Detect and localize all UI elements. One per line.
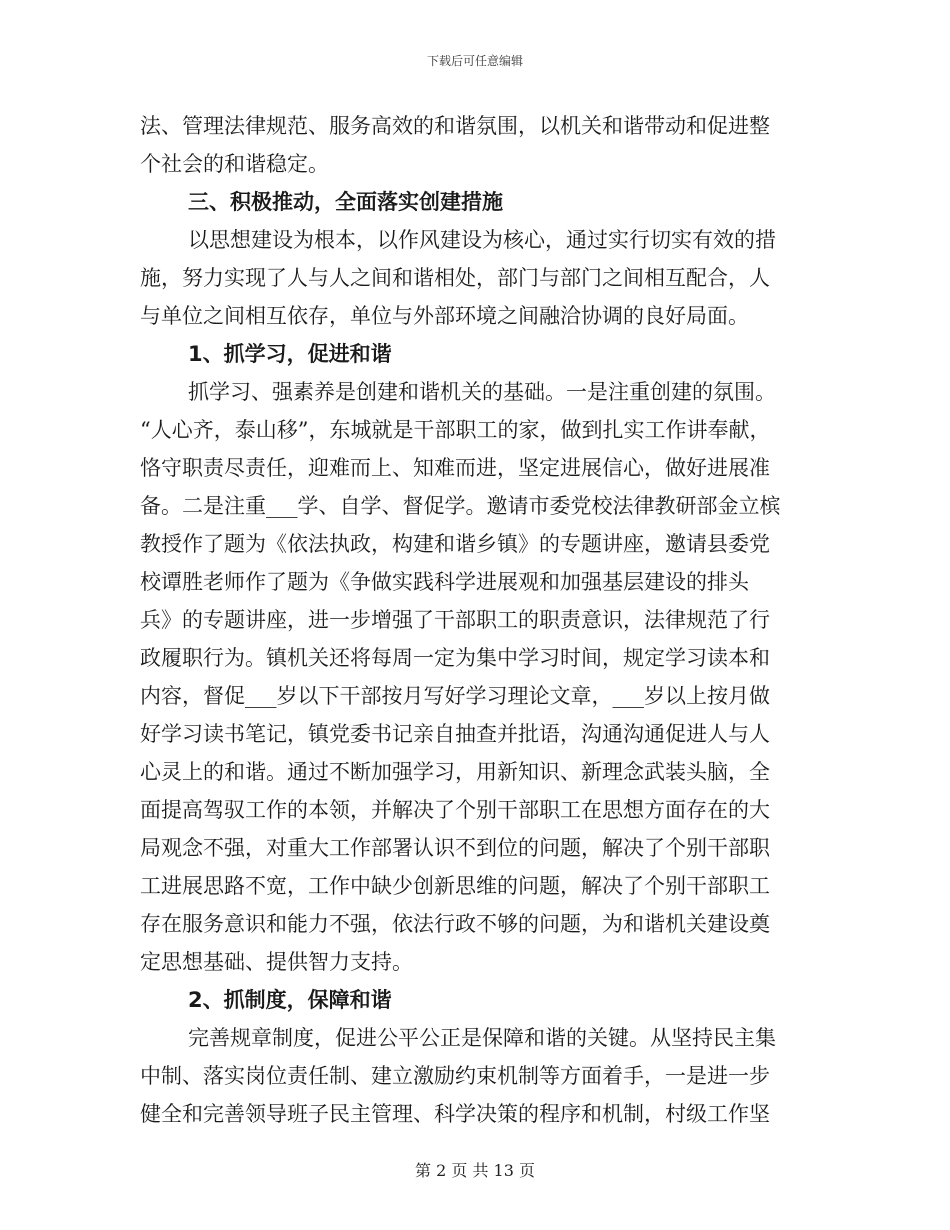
text-line: 内容，督促___岁以下干部按月写好学习理论文章，___岁以上按月做 (140, 684, 770, 708)
text-line: 校谭胜老师作了题为《争做实践科学进展观和加强基层建设的排头 (140, 570, 749, 594)
text-line: 个社会的和谐稳定。 (140, 152, 329, 176)
page-header-note: 下载后可任意编辑 (426, 54, 523, 68)
text-line: 政履职行为。镇机关还将每周一定为集中学习时间，规定学习读本和 (140, 646, 770, 670)
subsection-heading: 2、抓制度，保障和谐 (188, 988, 392, 1012)
text-line: 施，努力实现了人与人之间和谐相处，部门与部门之间相互配合，人 (140, 266, 770, 290)
page-number-footer: 第 2 页 共 13 页 (415, 1161, 535, 1180)
paragraph-first-line: 抓学习、强素养是创建和谐机关的基础。一是注重创建的氛围。 (188, 380, 776, 404)
text-line: 存在服务意识和能力不强，依法行政不够的问题，为和谐机关建设奠 (140, 912, 770, 936)
text-line: 教授作了题为《依法执政，构建和谐乡镇》的专题讲座，邀请县委党 (140, 532, 770, 556)
document-body (140, 107, 812, 1133)
text-line: 面提高驾驭工作的本领，并解决了个别干部职工在思想方面存在的大 (140, 798, 770, 822)
text-line: 与单位之间相互依存，单位与外部环境之间融洽协调的良好局面。 (140, 304, 749, 328)
text-line: 中制、落实岗位责任制、建立激励约束机制等方面着手，一是进一步 (140, 1064, 770, 1088)
text-line: 局观念不强，对重大工作部署认识不到位的问题，解决了个别干部职 (140, 836, 770, 860)
subsection-heading: 1、抓学习，促进和谐 (188, 342, 392, 366)
text-line: “人心齐，泰山移”，东城就是干部职工的家，做到扎实工作讲奉献， (140, 418, 771, 442)
text-line: 备。二是注重___学、自学、督促学。邀请市委党校法律教研部金立槟 (140, 494, 781, 518)
text-line: 好学习读书笔记，镇党委书记亲自抽查并批语，沟通沟通促进人与人 (140, 722, 770, 746)
section-heading: 三、积极推动，全面落实创建措施 (188, 190, 503, 214)
text-line: 工进展思路不宽，工作中缺少创新思维的问题，解决了个别干部职工 (140, 874, 770, 898)
text-line: 法、管理法律规范、服务高效的和谐氛围，以机关和谐带动和促进整 (140, 114, 770, 138)
text-line: 健全和完善领导班子民主管理、科学决策的程序和机制，村级工作坚 (140, 1102, 770, 1126)
text-line: 定思想基础、提供智力支持。 (140, 950, 413, 974)
text-line: 恪守职责尽责任，迎难而上、知难而进，坚定进展信心，做好进展准 (140, 456, 770, 480)
paragraph-first-line: 完善规章制度，促进公平公正是保障和谐的关键。从坚持民主集 (188, 1026, 776, 1050)
paragraph-first-line: 以思想建设为根本，以作风建设为核心，通过实行切实有效的措 (188, 228, 776, 252)
text-line: 心灵上的和谐。通过不断加强学习，用新知识、新理念武装头脑，全 (140, 760, 770, 784)
text-line: 兵》的专题讲座，进一步增强了干部职工的职责意识，法律规范了行 (140, 608, 770, 632)
